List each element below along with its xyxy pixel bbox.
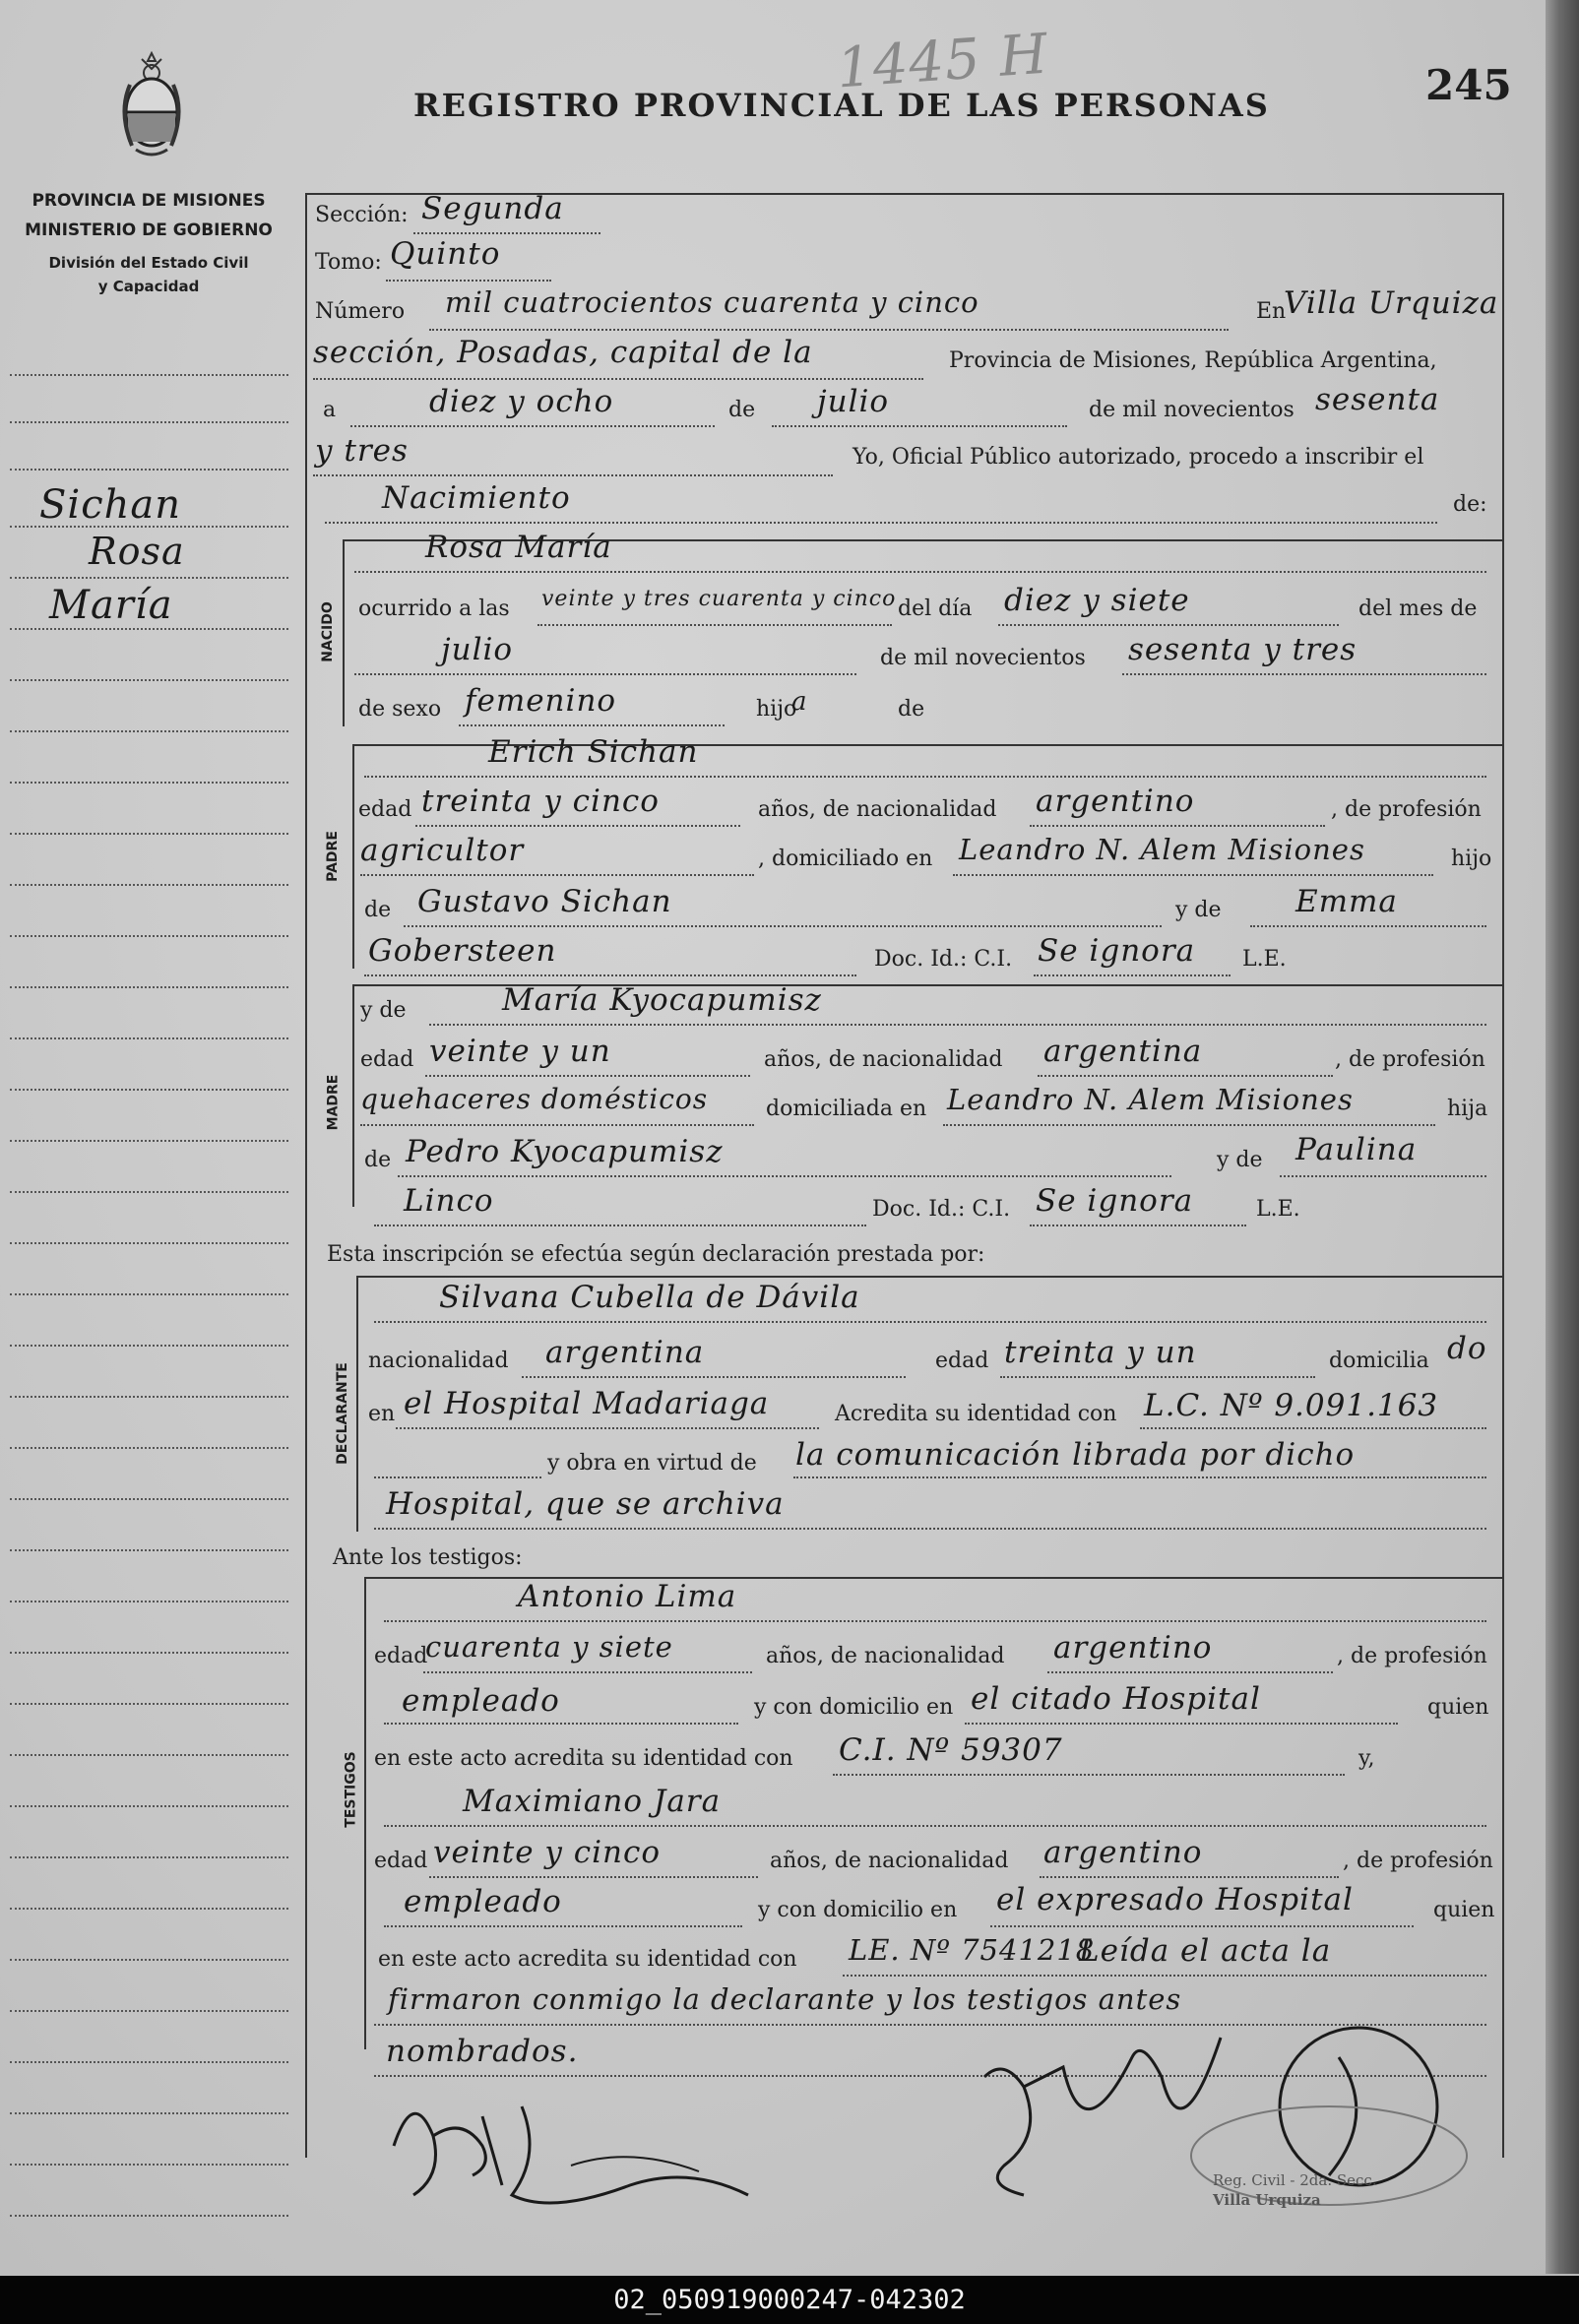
division-line-2: y Capacidad (97, 278, 200, 295)
madre-le-label: L.E. (1256, 1197, 1300, 1222)
ocurrido-label: ocurrido a las (358, 597, 510, 621)
de-label-2: de: (1453, 492, 1487, 517)
declarante-nombre: Silvana Cubella de Dávila (439, 1280, 860, 1315)
oficial-text: Yo, Oficial Público autorizado, procedo a inscribir el (853, 445, 1424, 470)
madre-domicilio: Leandro N. Alem Misiones (947, 1083, 1354, 1116)
stamp-text-1: Reg. Civil - 2da. Secc. (1213, 2171, 1377, 2189)
madre-nacionalidad: argentina (1043, 1034, 1203, 1069)
mes-value: julio (817, 384, 890, 419)
cierre-3: nombrados. (386, 2034, 579, 2069)
hijo-mark: a (791, 687, 808, 717)
testigo-1-acredita-label: en este acto acredita su identidad con (374, 1746, 793, 1771)
image-id-bar (0, 2276, 1579, 2324)
anio-label: de mil novecientos (1089, 398, 1295, 422)
testigo-1-edad: cuarenta y siete (425, 1630, 673, 1664)
provincia-text: Provincia de Misiones, República Argentina, (949, 348, 1437, 373)
testigo-1-documento: C.I. Nº 59307 (839, 1732, 1063, 1768)
seccion-label: Sección: (315, 203, 409, 227)
padre-madre-nombre-2: Gobersteen (368, 933, 557, 969)
lugar-value-1: Villa Urquiza (1284, 285, 1499, 321)
declarante-dom-label: domicilia (1329, 1349, 1429, 1373)
padre-edad: treinta y cinco (421, 784, 660, 819)
madre-bracket (352, 984, 354, 1207)
nacido-mes: julio (441, 632, 514, 667)
margin-surname: Sichan (39, 482, 181, 528)
declarante-intro: Esta inscripción se efectúa según declaración prestada por: (327, 1242, 985, 1267)
del-dia-label: del día (898, 597, 973, 621)
declarante-documento: L.C. Nº 9.091.163 (1144, 1388, 1439, 1423)
padre-de-label: de (364, 898, 392, 922)
padre-doc-label: Doc. Id.: C.I. (874, 947, 1013, 972)
numero-value: mil cuatrocientos cuarenta y cinco (445, 285, 979, 319)
testigo-1-nombre: Antonio Lima (518, 1579, 737, 1614)
a-label: a (323, 398, 337, 422)
lugar-value-2: sección, Posadas, capital de la (313, 335, 813, 370)
padre-hijo-label: hijo (1451, 847, 1492, 871)
padre-nac-label: años, de nacionalidad (758, 797, 997, 822)
madre-madre-nombre-1: Paulina (1295, 1132, 1418, 1167)
hora-value: veinte y tres cuarenta y cinco (541, 587, 897, 611)
padre-edad-label: edad (358, 797, 412, 822)
numero-label: Número (315, 299, 406, 324)
image-id: 02_050919000247-042302 (613, 2285, 966, 2315)
sexo-label: de sexo (358, 697, 442, 722)
cierre-1: Leída el acta la (1079, 1933, 1332, 1969)
testigos-label: TESTIGOS (343, 1751, 359, 1828)
nacido-bracket (343, 539, 345, 726)
declarante-nacionalidad: argentina (545, 1335, 705, 1370)
de-label: de (728, 398, 756, 422)
testigo-2-nombre: Maximiano Jara (463, 1784, 722, 1819)
anio-value-2: y tres (315, 433, 409, 469)
dia-value: diez y ocho (429, 384, 614, 419)
madre-nombre: María Kyocapumisz (502, 982, 822, 1018)
madre-label: MADRE (325, 1074, 342, 1131)
padre-prof-label: , de profesión (1331, 797, 1482, 822)
madre-nac-label: años, de nacionalidad (764, 1047, 1003, 1072)
margin-first-name: Rosa (89, 530, 185, 573)
en-label: En (1256, 299, 1287, 324)
testigo-1-dom-label: y con domicilio en (754, 1695, 954, 1720)
testigos-intro: Ante los testigos: (333, 1545, 523, 1570)
book-binding-edge (1546, 0, 1579, 2274)
tomo-value: Quinto (390, 236, 501, 272)
coat-of-arms-icon (116, 47, 187, 165)
madre-doc-label: Doc. Id.: C.I. (872, 1197, 1011, 1222)
madre-yde-label: y de (360, 998, 407, 1023)
folio-number: 245 (1425, 61, 1512, 109)
anio-value-1: sesenta (1315, 382, 1440, 417)
madre-prof-label: , de profesión (1335, 1047, 1485, 1072)
testigo-2-documento: LE. Nº 7541218 (849, 1933, 1096, 1967)
declarante-obra-label: y obra en virtud de (547, 1451, 757, 1476)
testigo-1-y-label: y, (1358, 1746, 1375, 1771)
ministry-name: MINISTERIO DE GOBIERNO (25, 220, 273, 240)
del-mes-label: del mes de (1358, 597, 1478, 621)
tomo-label: Tomo: (315, 250, 382, 275)
frame-right-border (1502, 193, 1504, 2158)
padre-profesion: agricultor (360, 833, 525, 868)
declarante-dom-1: do (1447, 1331, 1487, 1366)
declarante-dom-2: el Hospital Madariaga (404, 1386, 770, 1421)
margin-second-name: María (49, 583, 173, 628)
madre-de-label: de (364, 1148, 392, 1172)
testigos-bracket (364, 1577, 366, 2049)
declarante-obra-1: la comunicación librada por dicho (795, 1437, 1356, 1473)
madre-madre-nombre-2: Linco (404, 1183, 494, 1219)
seccion-value: Segunda (421, 191, 564, 226)
madre-profesion: quehaceres domésticos (360, 1083, 709, 1115)
padre-madre-nombre-1: Emma (1295, 884, 1398, 919)
frame-left-border (305, 193, 307, 2158)
padre-yde-label: y de (1175, 898, 1222, 922)
testigo-2-quien-label: quien (1433, 1898, 1495, 1922)
registry-title: REGISTRO PROVINCIAL DE LAS PERSONAS (413, 87, 1270, 124)
testigo-1-prof-label: , de profesión (1337, 1644, 1487, 1668)
testigo-1-profesion: empleado (402, 1683, 560, 1719)
testigo-1-edad-label: edad (374, 1644, 428, 1668)
declarante-en-label: en (368, 1402, 396, 1426)
testigo-2-acredita-label: en este acto acredita su identidad con (378, 1947, 797, 1972)
padre-dom-label: , domiciliado en (758, 847, 933, 871)
declarante-bracket (356, 1276, 358, 1532)
padre-padre-nombre: Gustavo Sichan (417, 884, 672, 919)
hijo-label: hijo (756, 697, 797, 722)
nacido-anio-label: de mil novecientos (880, 646, 1086, 670)
nacido-anio: sesenta y tres (1128, 632, 1358, 667)
padre-doc: Se ignora (1038, 933, 1196, 969)
declarante-signature (374, 2077, 788, 2225)
testigo-2-domicilio: el expresado Hospital (996, 1882, 1354, 1917)
stamp-text-2: Villa Urquiza (1213, 2191, 1321, 2209)
tipo-value: Nacimiento (382, 480, 571, 516)
madre-yde-label-2: y de (1217, 1148, 1263, 1172)
cierre-2: firmaron conmigo la declarante y los testigos antes (388, 1982, 1182, 2016)
padre-le-label: L.E. (1242, 947, 1287, 972)
sexo-value: femenino (465, 683, 617, 719)
testigo-1-nac-label: años, de nacionalidad (766, 1644, 1005, 1668)
nacido-nombre: Rosa María (425, 530, 612, 565)
testigo-1-domicilio: el citado Hospital (971, 1681, 1261, 1717)
madre-padre-nombre: Pedro Kyocapumisz (406, 1134, 724, 1169)
madre-doc: Se ignora (1036, 1183, 1194, 1219)
testigo-2-edad-label: edad (374, 1849, 428, 1873)
testigo-1-quien-label: quien (1427, 1695, 1489, 1720)
madre-dom-label: domiciliada en (766, 1097, 927, 1121)
declarante-obra-2: Hospital, que se archiva (386, 1486, 785, 1522)
testigo-2-profesion: empleado (404, 1884, 562, 1919)
testigo-1-nacionalidad: argentino (1053, 1630, 1213, 1665)
nacido-dia: diez y siete (1004, 583, 1190, 618)
testigo-2-dom-label: y con domicilio en (758, 1898, 958, 1922)
padre-bracket (352, 744, 354, 969)
declarante-acredita-label: Acredita su identidad con (835, 1402, 1117, 1426)
testigo-2-nacionalidad: argentino (1043, 1835, 1203, 1870)
madre-hija-label: hija (1447, 1097, 1488, 1121)
province-name: PROVINCIA DE MISIONES (32, 191, 266, 211)
madre-edad: veinte y un (429, 1034, 611, 1069)
padre-domicilio: Leandro N. Alem Misiones (959, 833, 1365, 866)
nacido-label: NACIDO (319, 601, 336, 662)
declarante-nac-label: nacionalidad (368, 1349, 509, 1373)
division-line-1: División del Estado Civil (48, 254, 249, 272)
declarante-edad: treinta y un (1004, 1335, 1197, 1370)
declarante-edad-label: edad (935, 1349, 989, 1373)
testigo-2-prof-label: , de profesión (1343, 1849, 1493, 1873)
stamp-number: 1445 H (834, 22, 1051, 101)
declarante-label: DECLARANTE (334, 1362, 350, 1465)
padre-label: PADRE (324, 831, 341, 882)
testigo-2-nac-label: años, de nacionalidad (770, 1849, 1009, 1873)
padre-nacionalidad: argentino (1036, 784, 1195, 819)
testigo-2-edad: veinte y cinco (433, 1835, 662, 1870)
nacido-de-label: de (898, 697, 925, 722)
madre-edad-label: edad (360, 1047, 414, 1072)
padre-nombre: Erich Sichan (488, 734, 699, 770)
